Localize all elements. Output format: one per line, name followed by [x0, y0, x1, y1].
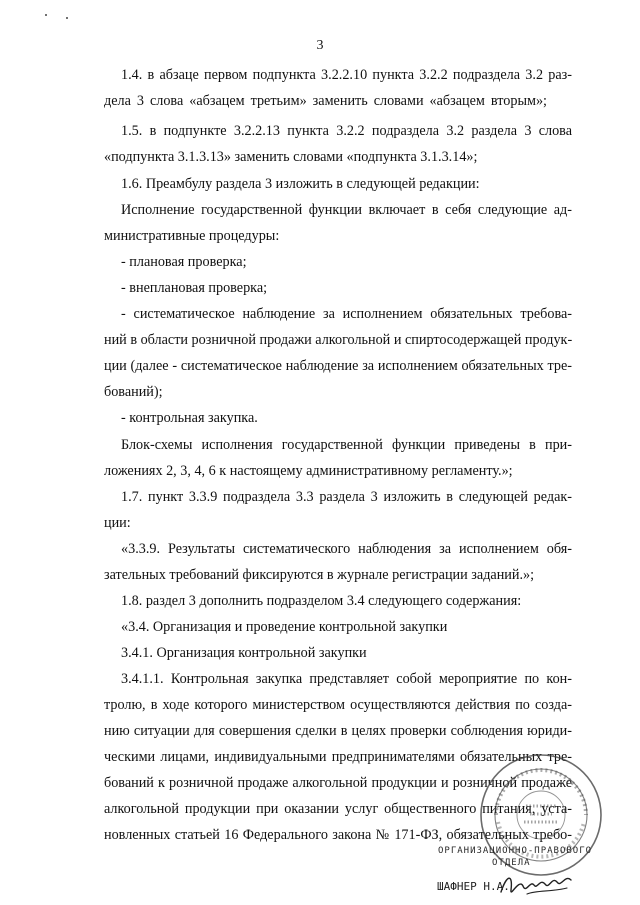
text-line: нию ситуации для совершения сделки в целях проверки соблюдения юриди-: [104, 723, 572, 739]
text-line: ции:: [104, 515, 131, 531]
stamp-dept-line: ОТДЕЛА: [492, 858, 531, 868]
text-line: тролю, в ходе которого министерством осуществляются действия по созда-: [104, 697, 572, 713]
text-line: ний в области розничной продажи алкогольной и спиртосодержащей продук-: [104, 332, 573, 348]
text-line: новленных статьей 16 Федерального закона № 171-ФЗ, обязательных требо-: [104, 827, 572, 843]
text-line: ложениях 2, 3, 4, 6 к настоящему административному регламенту.»;: [104, 463, 513, 479]
text-line: бований);: [104, 384, 163, 400]
text-line: 1.6. Преамбулу раздела 3 изложить в следующей редакции:: [121, 176, 480, 192]
text-line: - плановая проверка;: [121, 254, 247, 270]
text-line: дела 3 слова «абзацем третьим» заменить словами «абзацем вторым»;: [104, 93, 547, 109]
signatory-name: ШАФНЕР Н.А.: [437, 880, 510, 893]
text-line: «подпункта 3.1.3.13» заменить словами «подпункта 3.1.3.14»;: [104, 149, 478, 165]
text-line: 3.4.1. Организация контрольной закупки: [121, 645, 367, 661]
scan-speck: [45, 14, 47, 16]
text-line: 3.4.1.1. Контрольная закупка представляет собой мероприятие по кон-: [121, 671, 572, 687]
text-line: 1.5. в подпункте 3.2.2.13 пункта 3.2.2 подраздела 3.2 раздела 3 слова: [121, 123, 572, 139]
text-line: - систематическое наблюдение за исполнением обязательных требова-: [121, 306, 572, 322]
scan-speck: [66, 17, 68, 19]
text-line: 1.7. пункт 3.3.9 подраздела 3.3 раздела 3 изложить в следующей редак-: [121, 489, 572, 505]
text-line: «3.4. Организация и проведение контрольной закупки: [121, 619, 448, 635]
text-line: зательных требований фиксируются в журнале регистрации заданий.»;: [104, 567, 535, 583]
text-line: - контрольная закупка.: [121, 410, 258, 426]
stamp-org-line: ОРГАНИЗАЦИОННО-ПРАВОВОГО: [438, 846, 593, 856]
text-line: 1.4. в абзаце первом подпункта 3.2.2.10 пункта 3.2.2 подраздела 3.2 раз-: [121, 67, 572, 83]
handwritten-signature: [497, 868, 577, 902]
page-number: 3: [316, 38, 324, 53]
text-line: Исполнение государственной функции включает в себя следующие ад-: [121, 202, 572, 218]
text-line: «3.3.9. Результаты систематического наблюдения за исполнением обя-: [121, 541, 572, 557]
text-line: ции (далее - систематическое наблюдение за исполнением обязательных тре-: [104, 358, 572, 374]
text-line: 1.8. раздел 3 дополнить подразделом 3.4 следующего содержания:: [121, 593, 522, 609]
text-line: Блок-схемы исполнения государственной функции приведены в при-: [121, 437, 572, 453]
text-line: - внеплановая проверка;: [121, 280, 268, 296]
text-line: ческими лицами, индивидуальными предпринимателями обязательных тре-: [104, 749, 572, 765]
text-line: министративные процедуры:: [104, 228, 280, 244]
text-line: алкогольной продукции при оказании услуг общественного питания, уста-: [104, 801, 572, 817]
text-line: бований к розничной продаже алкогольной продукции и розничной продаже: [104, 775, 572, 791]
